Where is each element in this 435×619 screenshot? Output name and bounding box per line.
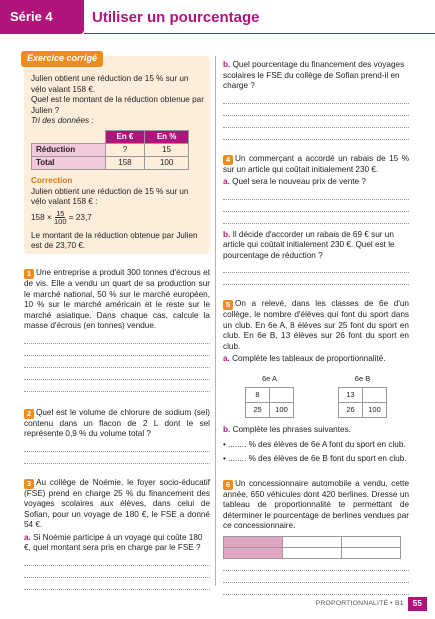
table-row xyxy=(246,388,294,403)
table-6b-grid xyxy=(338,387,387,418)
table-cell: 25 xyxy=(246,403,270,418)
worked-example-label: Exercice corrigé xyxy=(21,51,103,67)
question-text: Quel est le volume de chlorure de sodium (sel) contenu dans un flacon de 2 L dont le sel représente 0,9 % du volume total ? xyxy=(24,407,210,438)
question-5 xyxy=(223,299,409,465)
fill-sentence-6a[interactable]: • ........ % des élèves de 6e A font du sport en club. xyxy=(223,439,406,449)
question-number: 5 xyxy=(223,300,233,310)
answer-line[interactable] xyxy=(223,261,409,273)
answer-line[interactable] xyxy=(223,188,409,200)
answer-line[interactable] xyxy=(24,332,210,344)
correction-label: Correction xyxy=(31,176,73,186)
subquestion-label: b. xyxy=(223,229,231,239)
answer-line[interactable] xyxy=(24,356,210,368)
question-text: On a relevé, dans les classes de 6e d'un collège, le nombre d'élèves qui font du sport dans un club. En 6e A, 8 élèves sur 25 font du sport en club. En 6e B, 13 élèves sur 26 font du sport en club. xyxy=(223,299,409,351)
answer-line[interactable] xyxy=(24,440,210,452)
question-3b xyxy=(223,60,409,140)
table-6a-grid xyxy=(245,387,294,418)
answer-line[interactable] xyxy=(223,104,409,116)
subquestion-text: Si Noémie participe à un voyage qui coûte 180 €, quel montant sera pris en charge par le FSE ? xyxy=(24,532,203,552)
table-cell[interactable] xyxy=(283,547,342,558)
worked-example-box xyxy=(24,53,210,254)
table-cell-input[interactable] xyxy=(363,388,387,403)
subquestion-text: Quel pourcentage du financement des voyages scolaires le FSE du collège de Sofian prend-il en charge ? xyxy=(223,60,405,90)
right-column xyxy=(223,60,409,595)
table-cell: Total xyxy=(32,156,106,169)
question-number: 2 xyxy=(24,409,34,419)
question-4 xyxy=(223,154,409,286)
table-cell[interactable] xyxy=(224,547,283,558)
calc-fraction xyxy=(54,210,67,226)
answer-line[interactable] xyxy=(24,554,210,566)
proportion-tables xyxy=(223,374,409,419)
answer-line[interactable] xyxy=(24,380,210,392)
answer-line[interactable] xyxy=(223,128,409,140)
answer-line[interactable] xyxy=(223,92,409,104)
table-row xyxy=(224,547,401,558)
table-6a xyxy=(245,374,294,419)
table-row xyxy=(339,403,387,418)
header-rule xyxy=(84,33,435,34)
table-6b-title: 6e B xyxy=(354,373,371,383)
fill-sentence-6b[interactable]: • ........ % des élèves de 6e B font du sport en club. xyxy=(223,454,407,464)
question-text: Un concessionnaire automobile a vendu, cette année, 650 véhicules dont 420 berlines. Dresse un tableau de proportionnalité te permettant de déterminer le pourcentage de berlines vendues par ce concessionnaire. xyxy=(223,478,409,531)
table-cell: 100 xyxy=(363,403,387,418)
calc-result: = 23,7 xyxy=(68,212,92,222)
answer-line[interactable] xyxy=(24,566,210,578)
table-cell[interactable] xyxy=(342,547,401,558)
table-cell: 100 xyxy=(270,403,294,418)
table-cell: 26 xyxy=(339,403,363,418)
table-cell: 8 xyxy=(246,388,270,403)
left-column xyxy=(24,53,210,590)
table-cell: 13 xyxy=(339,388,363,403)
answer-line[interactable] xyxy=(223,571,409,583)
table-6a-title: 6e A xyxy=(261,373,277,383)
page-footer xyxy=(316,597,427,611)
question-text: Une entreprise a produit 300 tonnes d'écrous et de vis. Elle a vendu un quart de sa production sur le marché national, 50 % sur le marché européen, 10 % sur le marché américain et le reste sur le marché asiatique. Dans chaque cas, calcule la masse d'écrous (en tonnes) vendue. xyxy=(24,268,210,330)
table-cell: 100 xyxy=(145,156,189,169)
subquestion-text: Complète les tableaux de proportionnalité. xyxy=(232,354,386,363)
answer-line[interactable] xyxy=(24,452,210,464)
example-question: Quel est le montant de la réduction obtenue par Julien ? xyxy=(31,95,204,115)
example-table xyxy=(31,130,189,171)
subquestion-label: b. xyxy=(223,60,231,69)
table-cell[interactable] xyxy=(283,536,342,547)
answer-line[interactable] xyxy=(223,200,409,212)
serie-label: Série 4 xyxy=(10,9,53,24)
page-title: Utiliser un pourcentage xyxy=(92,9,260,26)
answer-line[interactable] xyxy=(223,116,409,128)
example-table-corner xyxy=(32,130,106,143)
question-3 xyxy=(24,478,210,590)
correction-text: Julien obtient une réduction de 15 % sur un vélo valant 158 € : xyxy=(31,186,189,207)
answer-line[interactable] xyxy=(24,578,210,590)
subquestion-label: a. xyxy=(223,177,230,186)
table-row xyxy=(246,403,294,418)
answer-line[interactable] xyxy=(223,273,409,285)
proportionality-grid[interactable] xyxy=(223,536,401,559)
table-row xyxy=(32,156,189,169)
question-2 xyxy=(24,408,210,464)
page-number: 55 xyxy=(408,597,427,611)
example-statement: Julien obtient une réduction de 15 % sur un vélo valant 158 €. xyxy=(31,74,189,94)
subquestion-text: Quel sera le nouveau prix de vente ? xyxy=(232,177,366,186)
answer-line[interactable] xyxy=(223,583,409,595)
table-row xyxy=(339,388,387,403)
question-text: Un commerçant a accordé un rabais de 15 % sur un article qui coûtait initialement 230 €. xyxy=(223,153,409,174)
question-number: 4 xyxy=(223,155,233,165)
table-cell-input[interactable] xyxy=(270,388,294,403)
calc-prefix: 158 × xyxy=(31,212,52,222)
question-text: Au collège de Noémie, le foyer socio-éducatif (FSE) prend en charge 25 % du financement des voyages scolaires aux élèves, dans celui de Sofian, pour un voyage de 180 €, le FSE a donné 54 €. xyxy=(24,477,210,529)
answer-line[interactable] xyxy=(223,559,409,571)
answer-line[interactable] xyxy=(24,344,210,356)
subquestion-text: Complète les phrases suivantes. xyxy=(232,425,351,435)
correction-calculation xyxy=(31,210,204,226)
table-cell: Réduction xyxy=(32,143,106,156)
data-sort-label: Tri des données : xyxy=(31,116,94,125)
table-6b xyxy=(338,374,387,419)
column-divider xyxy=(215,56,216,586)
table-row xyxy=(32,143,189,156)
table-cell: 15 xyxy=(145,143,189,156)
table-cell[interactable] xyxy=(342,536,401,547)
example-table-col-euro: En € xyxy=(105,130,145,143)
question-number: 3 xyxy=(24,479,34,489)
calc-numerator: 15 xyxy=(56,208,65,218)
serie-tab xyxy=(0,0,84,34)
table-cell: 158 xyxy=(105,156,145,169)
question-number: 1 xyxy=(24,269,34,279)
correction-conclusion: Le montant de la réduction obtenue par Julien est de 23,70 €. xyxy=(31,230,198,251)
example-table-header xyxy=(32,130,189,143)
question-6 xyxy=(223,479,409,595)
subquestion-label: a. xyxy=(24,532,31,542)
chapter-label: PROPORTIONNALITÉ • B1 xyxy=(315,599,404,607)
subquestion-label: b. xyxy=(223,425,231,435)
answer-line[interactable] xyxy=(24,368,210,380)
calc-denominator: 100 xyxy=(54,217,67,227)
table-row xyxy=(224,536,401,547)
subquestion-text: Il décide d'accorder un rabais de 69 € sur un article qui coûtait initialement 230 €. Quel est le pourcentage de réduction ? xyxy=(223,229,395,260)
subquestion-label: a. xyxy=(223,354,230,363)
example-table-col-percent: En % xyxy=(145,130,189,143)
table-cell[interactable] xyxy=(224,536,283,547)
question-number: 6 xyxy=(223,480,233,490)
table-cell: ? xyxy=(105,143,145,156)
answer-line[interactable] xyxy=(223,212,409,224)
question-1 xyxy=(24,268,210,392)
